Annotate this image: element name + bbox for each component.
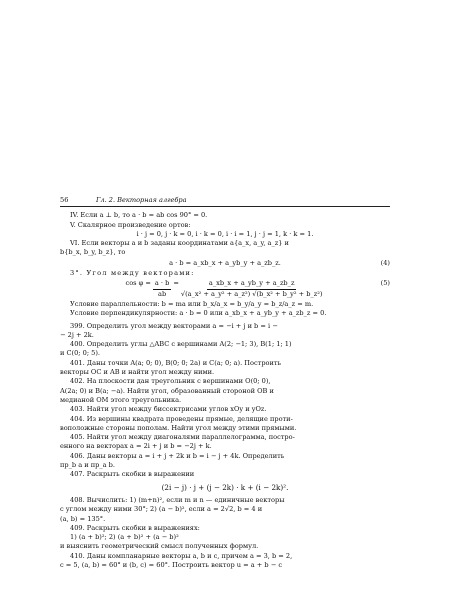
problem-400: 400. Определить углы △ABC с вершинами A(2; −1; 3), B(1; 1; 1) — [70, 340, 292, 349]
parallel-condition: Условие параллельности: b = ma или b_x/a_x = b_y/a_y = b_z/a_z = m. — [70, 299, 314, 308]
problem-410-cont: c = 5, (a, b) = 60° и (b, c) = 60°. Построить вектор u = a + b − c — [60, 560, 283, 569]
formula-5: cos φ = $\frac{a \cdot b}{ab}$ = $\frac{a\_xb\_x + a\_yb\_y + a\_zb\_z}{\text{√(a\_x² + a\_y² + a\_z²) √(b\_x² + b\_y² + b\_z²)}}$ (5) — [125, 279, 390, 298]
problem-410: 410. Даны компланарные векторы a, b и c, причем a = 3, b = 2, — [70, 551, 293, 560]
problem-405-cont: енного на векторах a = 2i + j и b = −2j + k. — [60, 442, 212, 451]
fraction-2-denominator: √(a_x² + a_y² + a_z²) √(b_x² + b_y² + b_z²) — [180, 289, 323, 298]
page-header — [60, 196, 390, 207]
problem-401-cont: векторы OC и AB и найти угол между ними. — [60, 368, 215, 377]
problem-405: 405. Найти угол между диагоналями параллелограмма, постро- — [70, 433, 295, 442]
formula-4-number: (4) — [380, 258, 390, 267]
chapter-title: Гл. 2. Векторная алгебра — [96, 196, 187, 204]
problem-402: 402. На плоскости дан треугольник с вершинами O(0; 0), — [70, 377, 271, 386]
formula-5-number: (5) — [380, 279, 390, 288]
formula-5-fraction-1 — [153, 279, 171, 299]
problem-403: 403. Найти угол между биссектрисами углов xOy и yOz. — [70, 405, 267, 414]
formula-5-fraction-2 — [181, 279, 323, 299]
fraction-2-numerator: a_xb_x + a_yb_y + a_zb_z — [207, 279, 297, 289]
formula-4 — [60, 259, 390, 268]
problem-407: 407. Раскрыть скобки в выражении — [70, 470, 195, 479]
orts-products: i · j = 0, j · k = 0, i · k = 0, i · i = 1, j · j = 1, k · k = 1. — [136, 229, 314, 238]
problem-408-cont-1: с углом между ними 30°; 2) (a − b)², если a = 2√2, b = 4 и — [60, 505, 263, 514]
perpendicular-condition: Условие перпендикулярности: a · b = 0 или a_xb_x + a_yb_y + a_zb_z = 0. — [70, 309, 327, 318]
formula-5-lhs: cos φ = — [125, 279, 151, 288]
problem-408-cont-2: (a, b) = 135°. — [60, 514, 106, 523]
problem-399-cont: − 2j + 2k. — [60, 330, 94, 339]
fraction-1-numerator: a · b — [153, 279, 171, 289]
problem-409-expressions: 1) (a + b)²; 2) (a + b)² + (a − b)² — [70, 533, 179, 542]
book-page — [60, 196, 390, 570]
property-iv: IV. Если a ⊥ b, то a · b = ab cos 90° = 0. — [70, 211, 208, 220]
problem-409: 409. Раскрыть скобки в выражениях: — [70, 523, 200, 532]
problem-402-cont-2: медианой OM этого треугольника. — [60, 395, 182, 404]
problem-399: 399. Определить угол между векторами a = −i + j и b = i − — [70, 321, 278, 330]
problem-407-expression: (2i − j) · j + (j − 2k) · k + (i − 2k)². — [161, 482, 289, 492]
fraction-1-denominator: ab — [158, 289, 167, 298]
property-v: V. Скалярное произведение ортов: — [70, 220, 191, 229]
angle-heading: 3°. Угол между векторами: — [70, 269, 195, 278]
problem-409-cont: и выяснить геометрический смысл полученных формул. — [60, 542, 259, 551]
problem-404-cont: воположные стороны пополам. Найти угол между этими прямыми. — [60, 423, 297, 432]
formula-4-text: a · b = a_xb_x + a_yb_y + a_zb_z. — [169, 258, 281, 267]
problem-408: 408. Вычислить: 1) (m+n)², если m и n — единичные векторы — [70, 495, 285, 504]
problem-406: 406. Даны векторы a = i + j + 2k и b = i − j + 4k. Определить — [70, 451, 285, 460]
problem-404: 404. Из вершины квадрата проведены прямые, делящие проти- — [70, 414, 293, 423]
problem-402-cont-1: A(2a; 0) и B(a; −a). Найти угол, образованный стороной OB и — [60, 386, 274, 395]
property-vi: VI. Если векторы a и b заданы координатами a{a_x, a_y, a_z} и — [70, 239, 289, 248]
problem-406-cont: пр_b a и пр_a b. — [60, 461, 116, 470]
problem-401: 401. Даны точки A(a; 0; 0), B(0; 0; 2a) и C(a; 0; a). Построить — [70, 358, 282, 367]
property-vi-cont: b{b_x, b_y, b_z}, то — [60, 248, 126, 257]
problem-400-cont: и C(0; 0; 5). — [60, 349, 100, 358]
page-number: 56 — [60, 196, 69, 204]
